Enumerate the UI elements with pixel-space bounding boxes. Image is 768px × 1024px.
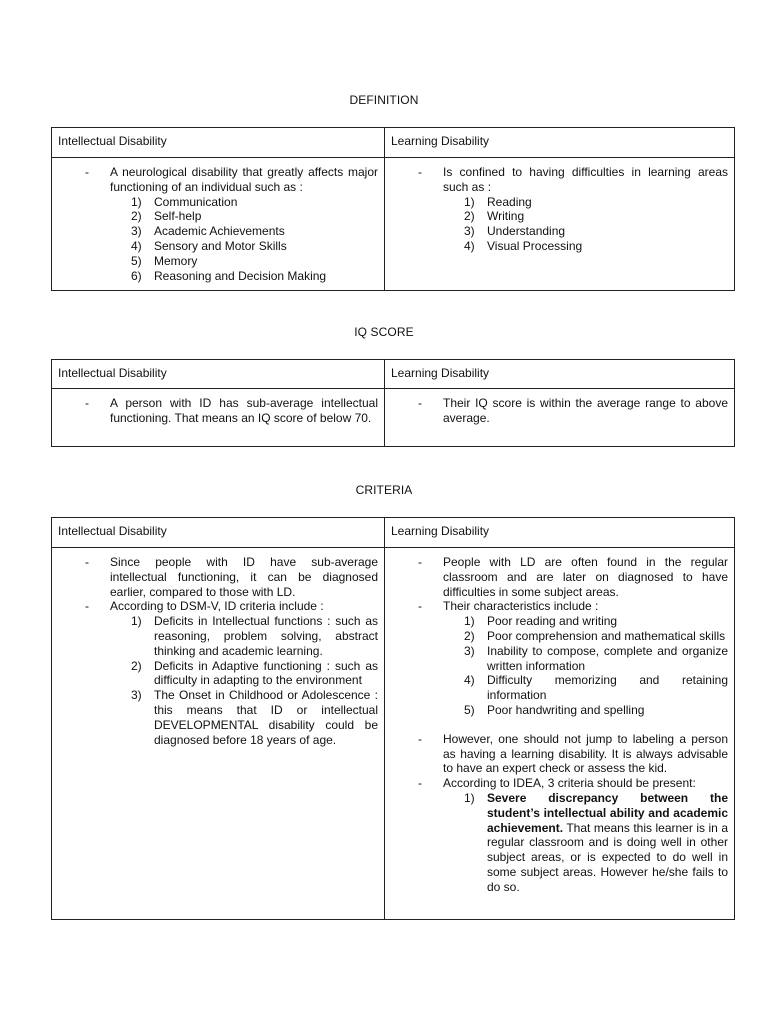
item-number: 5) (131, 253, 142, 268)
item-number: 2) (464, 628, 475, 643)
criteria-id-cell (52, 548, 385, 920)
item-text: The Onset in Childhood or Adolescence : this means that ID or intellectual DEVELOPMENTAL disability could be diagnosed before 18 years of age. (154, 688, 378, 747)
item-number: 3) (131, 688, 142, 703)
criteria-ld-text-1: People with LD are often found in the regular classroom and are later on diagnosed to have difficulties in some subject areas. (443, 555, 728, 599)
idea-criterion-rest: That means this learner is in a regular classroom and is doing well in other subject areas, or is expected to do well in some subject areas. However he/she fails to do so. (487, 820, 728, 894)
list-item (391, 599, 728, 614)
item-text: Poor handwriting and spelling (487, 702, 645, 717)
item-text (487, 791, 728, 895)
bullet-dash: - (85, 396, 89, 410)
idea-criterion-bold: Severe discrepancy between the student’s intellectual ability and academic achievement. (487, 790, 728, 835)
item-number: 3) (131, 224, 142, 239)
numbered-item (391, 644, 728, 674)
criteria-table (51, 517, 735, 920)
list-item (391, 776, 728, 791)
numbered-item (58, 659, 378, 689)
item-text: Deficits in Adaptive functioning : such as difficulty in adapting to the environment (154, 658, 378, 688)
numbered-item (391, 629, 728, 644)
item-text: Understanding (487, 224, 566, 239)
item-number: 2) (131, 209, 142, 224)
definition-id-text: A neurological disability that greatly affects major functioning of an individual such as : (110, 165, 378, 194)
item-number: 4) (131, 238, 142, 253)
item-text: Poor comprehension and mathematical skills (487, 628, 726, 643)
numbered-item (58, 239, 378, 254)
item-text: Writing (487, 209, 525, 224)
item-text: Inability to compose, complete and organize written information (487, 643, 728, 673)
item-text: Visual Processing (487, 238, 583, 253)
criteria-id-text-2: According to DSM-V, ID criteria include : (110, 599, 324, 614)
numbered-item (58, 614, 378, 658)
numbered-item (391, 614, 728, 629)
numbered-item (391, 195, 728, 210)
item-number: 1) (131, 194, 142, 209)
list-item (58, 599, 378, 614)
list-item (391, 555, 728, 599)
criteria-id-text-1: Since people with ID have sub-average intellectual functioning, it can be diagnosed earlier, compared to those with LD. (110, 555, 378, 599)
item-number: 1) (464, 790, 475, 805)
criteria-ld-header: Learning Disability (385, 518, 735, 548)
item-text: Memory (154, 253, 198, 268)
criteria-ld-text-3: However, one should not jump to labeling a person as having a learning disability. It is always advisable to have an expert check or assess the kid. (443, 731, 728, 776)
bullet-dash: - (418, 396, 422, 410)
item-text: Academic Achievements (154, 224, 285, 239)
definition-table (51, 127, 735, 291)
iq-score-title: IQ SCORE (354, 325, 414, 339)
item-text: Reading (487, 194, 532, 209)
item-text: Reasoning and Decision Making (154, 268, 327, 283)
iq-id-text: A person with ID has sub-average intellectual functioning. That means an IQ score of below 70. (110, 396, 378, 425)
criteria-ld-text-4: According to IDEA, 3 criteria should be present: (443, 776, 696, 791)
item-number: 2) (131, 658, 142, 673)
bullet-dash: - (418, 165, 422, 179)
item-text: Communication (154, 194, 238, 209)
iq-ld-header: Learning Disability (385, 360, 735, 389)
numbered-item (391, 224, 728, 239)
numbered-item (391, 209, 728, 224)
numbered-item (58, 269, 378, 284)
criteria-title: CRITERIA (355, 483, 413, 497)
numbered-item (58, 254, 378, 269)
item-text: Self-help (154, 209, 202, 224)
item-number: 1) (464, 614, 475, 629)
criteria-ld-text-2: Their characteristics include : (443, 599, 599, 614)
item-text: Poor reading and writing (487, 614, 618, 629)
item-number: 2) (464, 209, 475, 224)
bullet-dash: - (418, 599, 422, 614)
item-number: 6) (131, 268, 142, 283)
numbered-item (58, 209, 378, 224)
item-number: 5) (464, 702, 475, 717)
item-text: Difficulty memorizing and retaining information (487, 673, 728, 703)
iq-id-header: Intellectual Disability (52, 360, 385, 389)
bullet-dash: - (85, 165, 89, 179)
item-text: Deficits in Intellectual functions : such as reasoning, problem solving, abstract thinking and academic learning. (154, 614, 378, 658)
item-number: 4) (464, 673, 475, 688)
item-number: 3) (464, 643, 475, 658)
numbered-item (58, 688, 378, 747)
spacer (391, 718, 728, 732)
item-number: 1) (464, 194, 475, 209)
numbered-item (391, 239, 728, 254)
definition-id-cell (52, 158, 385, 291)
iq-id-cell (52, 389, 385, 447)
bullet-dash: - (418, 776, 422, 791)
numbered-item (391, 703, 728, 718)
list-item (58, 555, 378, 599)
definition-ld-text: Is confined to having difficulties in learning areas such as : (443, 165, 728, 194)
list-item (391, 396, 728, 426)
item-number: 3) (464, 224, 475, 239)
bullet-dash: - (85, 599, 89, 614)
bullet-dash: - (418, 555, 422, 569)
criteria-id-header: Intellectual Disability (52, 518, 385, 548)
definition-id-header: Intellectual Disability (52, 128, 385, 158)
item-text: Sensory and Motor Skills (154, 238, 287, 253)
bullet-dash: - (85, 555, 89, 569)
numbered-item (58, 224, 378, 239)
list-item (391, 732, 728, 776)
item-number: 4) (464, 238, 475, 253)
definition-ld-cell (385, 158, 735, 291)
list-item (58, 165, 378, 195)
iq-ld-text: Their IQ score is within the average range to above average. (443, 396, 728, 425)
numbered-item (58, 195, 378, 210)
bullet-dash: - (418, 731, 422, 746)
definition-title: DEFINITION (349, 93, 419, 107)
iq-score-table (51, 359, 735, 447)
numbered-item (391, 673, 728, 703)
criteria-ld-cell (385, 548, 735, 920)
list-item (391, 165, 728, 195)
numbered-item (391, 791, 728, 895)
definition-ld-header: Learning Disability (385, 128, 735, 158)
iq-ld-cell (385, 389, 735, 447)
item-number: 1) (131, 614, 142, 629)
list-item (58, 396, 378, 426)
